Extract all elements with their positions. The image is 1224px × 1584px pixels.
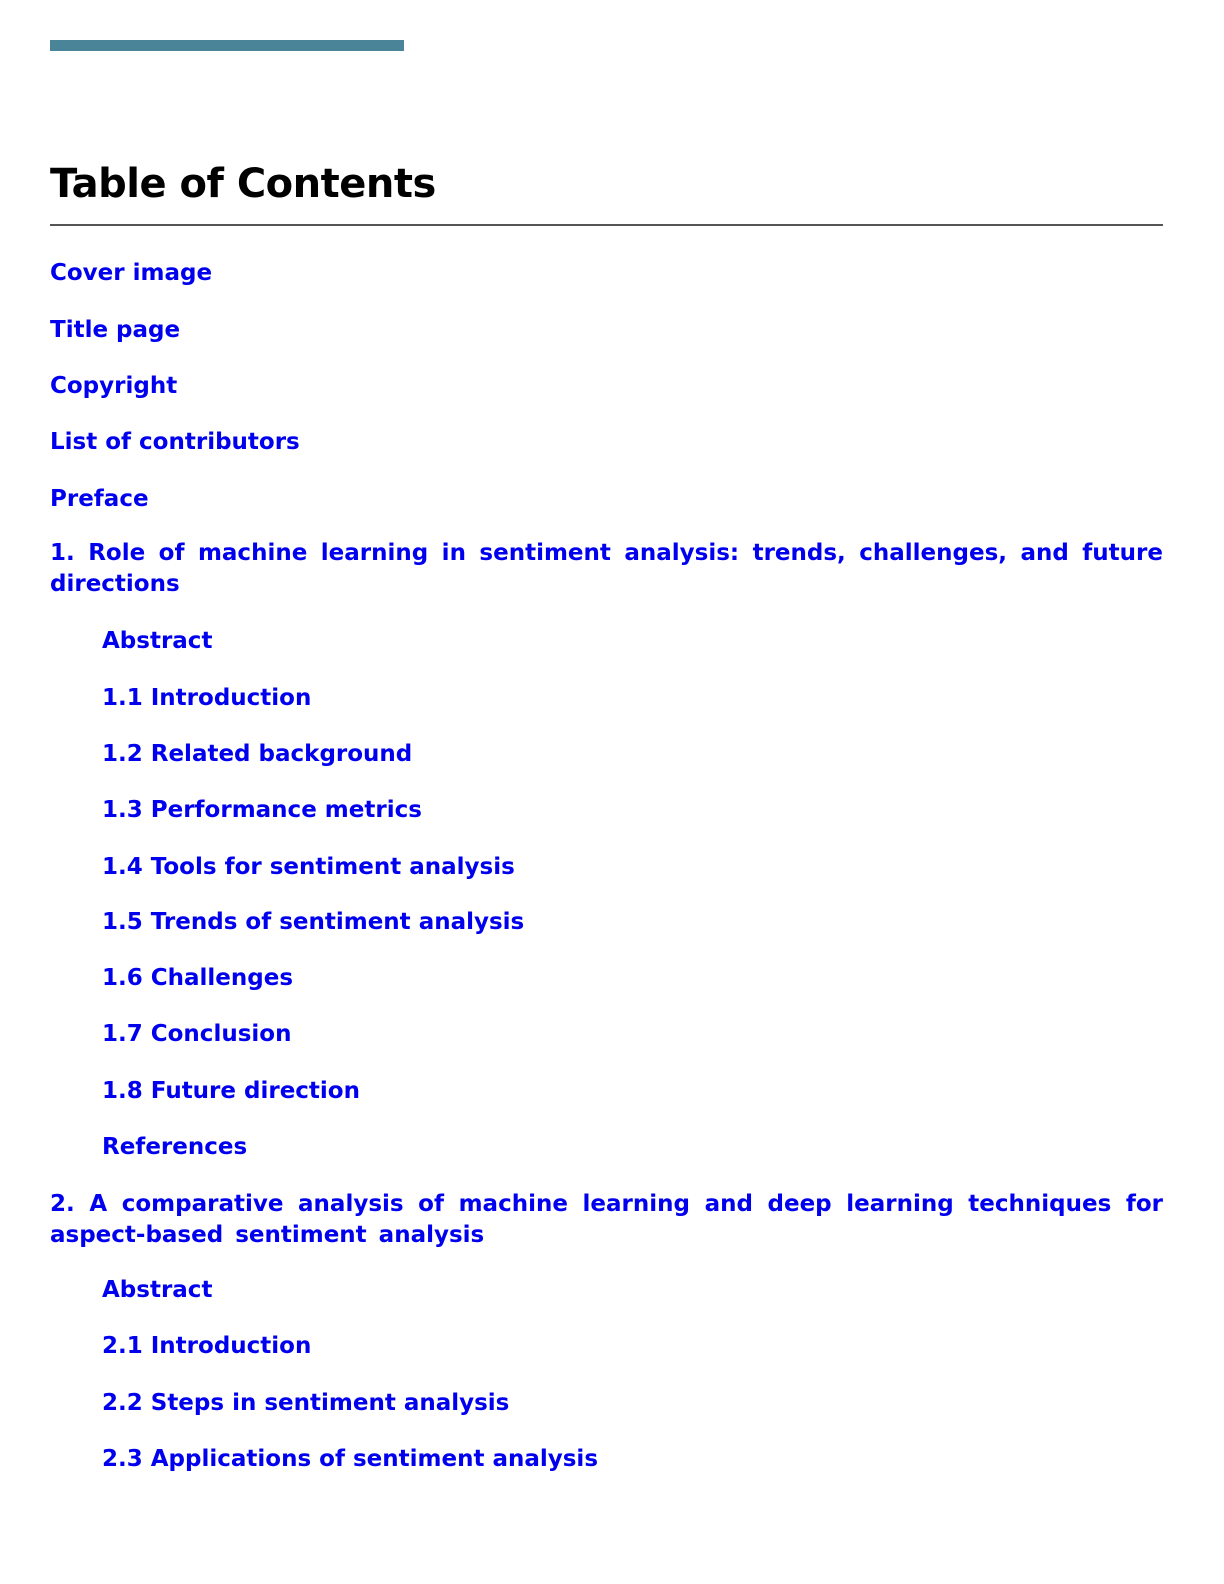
toc-link-list-of-contributors[interactable]: List of contributors <box>50 429 300 455</box>
toc-link-1-3-performance-metrics[interactable]: 1.3 Performance metrics <box>102 797 422 823</box>
toc-link-2-1-introduction[interactable]: 2.1 Introduction <box>102 1333 312 1359</box>
toc-link-1-6-challenges[interactable]: 1.6 Challenges <box>102 965 294 991</box>
toc-link-preface[interactable]: Preface <box>50 486 149 512</box>
toc-link-cover-image[interactable]: Cover image <box>50 260 213 286</box>
toc-link-ch1-references[interactable]: References <box>102 1134 248 1160</box>
toc-link-title-page[interactable]: Title page <box>50 317 181 343</box>
toc-link-1-1-introduction[interactable]: 1.1 Introduction <box>102 685 312 711</box>
toc-link-ch2-abstract[interactable]: Abstract <box>102 1277 213 1303</box>
toc-link-2-2-steps[interactable]: 2.2 Steps in sentiment analysis <box>102 1390 510 1416</box>
page-title: Table of Contents <box>50 161 436 207</box>
toc-link-1-7-conclusion[interactable]: 1.7 Conclusion <box>102 1021 292 1047</box>
toc-link-copyright[interactable]: Copyright <box>50 373 178 399</box>
toc-link-1-5-trends[interactable]: 1.5 Trends of sentiment analysis <box>102 909 525 935</box>
toc-link-ch1-abstract[interactable]: Abstract <box>102 628 213 654</box>
toc-link-1-4-tools[interactable]: 1.4 Tools for sentiment analysis <box>102 854 515 880</box>
header-accent-bar <box>50 40 404 51</box>
toc-link-chapter-2[interactable]: 2. A comparative analysis of machine learning and deep learning techniques for aspect-based sentiment analysis <box>50 1191 1163 1248</box>
toc-link-1-8-future-direction[interactable]: 1.8 Future direction <box>102 1078 360 1104</box>
toc-link-2-3-applications[interactable]: 2.3 Applications of sentiment analysis <box>102 1446 599 1472</box>
toc-link-1-2-related-background[interactable]: 1.2 Related background <box>102 741 413 767</box>
title-divider <box>50 224 1163 226</box>
toc-link-chapter-1[interactable]: 1. Role of machine learning in sentiment analysis: trends, challenges, and future directions <box>50 540 1163 597</box>
